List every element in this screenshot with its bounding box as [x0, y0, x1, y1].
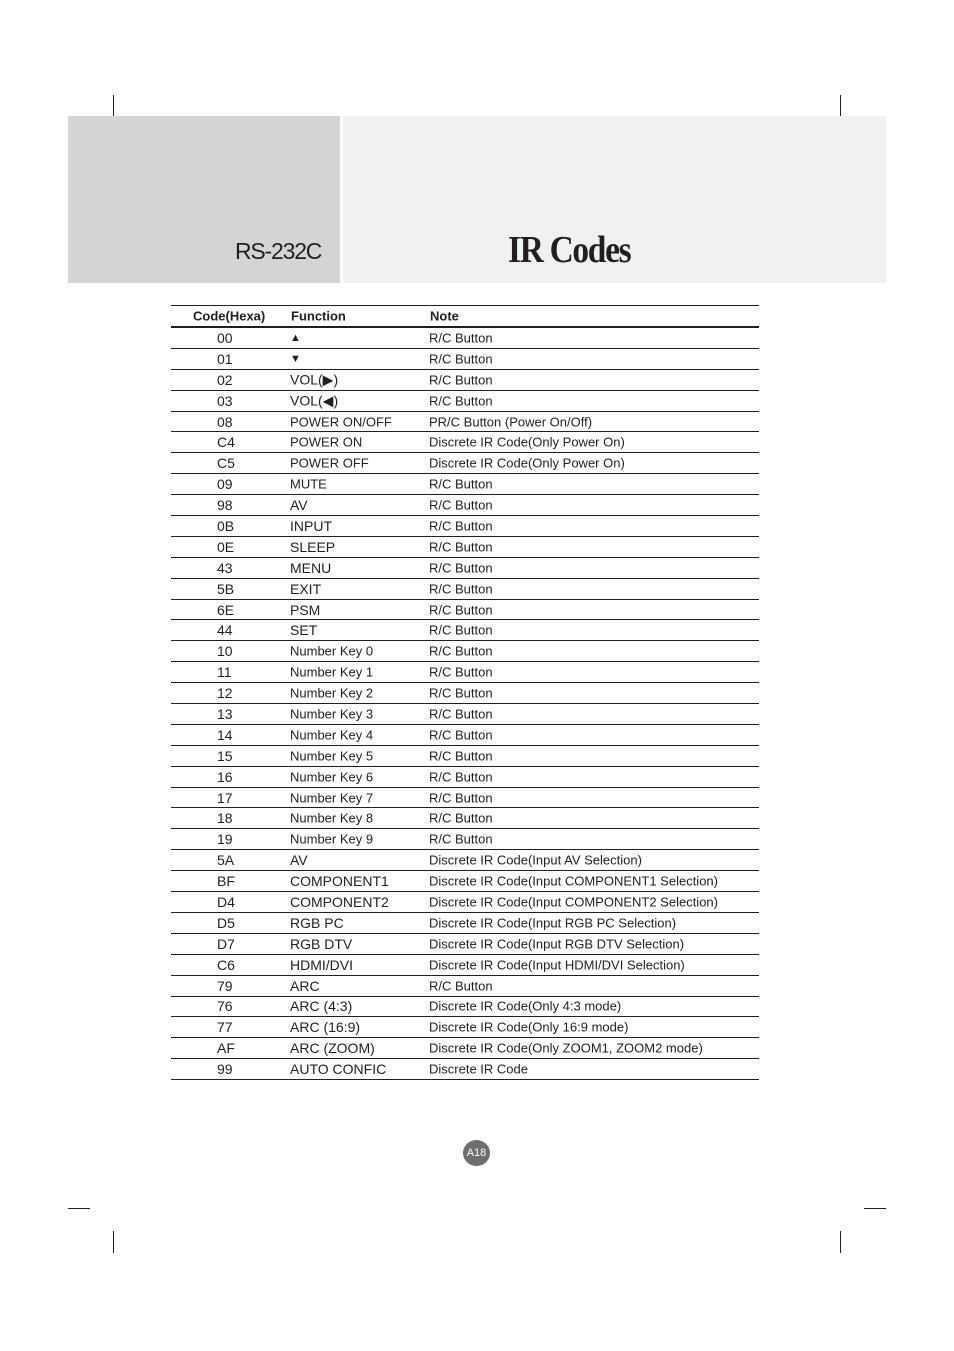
cell-code: C5: [217, 455, 235, 472]
table-row: [171, 579, 759, 600]
cell-code: D4: [217, 893, 235, 910]
cell-note: Discrete IR Code(Only Power On): [429, 455, 625, 471]
table-row: [171, 1038, 759, 1059]
cell-function: ARC (16:9): [290, 1019, 361, 1036]
cell-function: Number Key 2: [290, 685, 374, 701]
cell-function: Number Key 3: [290, 706, 374, 722]
cell-code: 16: [217, 768, 233, 785]
cell-code: C4: [217, 434, 235, 451]
cell-function: Number Key 6: [290, 769, 374, 785]
cell-code: 09: [217, 476, 233, 493]
cell-code: 00: [217, 329, 233, 346]
table-row: [171, 412, 759, 433]
table-row: [171, 432, 759, 453]
cell-function: VOL(◀): [290, 392, 339, 409]
cell-code: 79: [217, 977, 233, 994]
table-row: [171, 349, 759, 370]
table-row: [171, 829, 759, 850]
cell-code: 03: [217, 392, 233, 409]
cell-note: R/C Button: [429, 790, 493, 806]
ir-codes-table: [171, 305, 759, 1080]
cell-note: R/C Button: [429, 581, 493, 597]
cell-function: POWER OFF: [290, 455, 369, 471]
table-row: [171, 600, 759, 621]
crop-mark: [840, 95, 841, 117]
table-row: [171, 976, 759, 997]
cell-function: Number Key 7: [290, 790, 374, 806]
table-row: [171, 725, 759, 746]
table-row: [171, 495, 759, 516]
cell-function: ARC (4:3): [290, 998, 353, 1015]
table-row: [171, 934, 759, 955]
cell-note: R/C Button: [429, 560, 493, 576]
crop-mark: [113, 1231, 114, 1253]
cell-note: R/C Button: [429, 497, 493, 513]
table-row: [171, 955, 759, 976]
cell-code: 5A: [217, 852, 235, 869]
cell-code: D5: [217, 914, 235, 931]
cell-note: R/C Button: [429, 706, 493, 722]
cell-function: POWER ON/OFF: [290, 414, 392, 429]
cell-code: 15: [217, 747, 233, 764]
cell-code: 01: [217, 350, 233, 367]
cell-note: Discrete IR Code(Input RGB PC Selection): [429, 915, 677, 931]
section-label: RS-232C: [235, 238, 322, 264]
cell-function: Number Key 9: [290, 831, 374, 847]
cell-note: R/C Button: [429, 518, 493, 534]
cell-function: POWER ON: [290, 434, 363, 450]
cell-function: ▲: [290, 331, 301, 344]
cell-code: AF: [217, 1040, 235, 1057]
cell-function: MENU: [290, 559, 332, 576]
table-row: [171, 662, 759, 683]
cell-code: 17: [217, 789, 233, 806]
cell-note: R/C Button: [429, 476, 493, 492]
table-row: [171, 683, 759, 704]
crop-mark: [113, 95, 114, 117]
table-row: [171, 537, 759, 558]
cell-function: VOL(▶): [290, 371, 339, 388]
cell-note: PR/C Button (Power On/Off): [429, 414, 593, 429]
cell-code: 5B: [217, 580, 235, 597]
cell-note: Discrete IR Code(Input COMPONENT1 Selection): [429, 873, 718, 889]
cell-note: R/C Button: [429, 602, 493, 618]
table-row: [171, 620, 759, 641]
cell-note: R/C Button: [429, 643, 493, 659]
cell-note: Discrete IR Code(Only 4:3 mode): [429, 998, 622, 1014]
table-row: [171, 746, 759, 767]
cell-note: R/C Button: [429, 330, 493, 346]
cell-note: R/C Button: [429, 539, 493, 555]
cell-note: R/C Button: [429, 769, 493, 785]
cell-note: R/C Button: [429, 831, 493, 847]
cell-note: Discrete IR Code(Input HDMI/DVI Selection): [429, 957, 685, 973]
table-row: [171, 370, 759, 391]
cell-code: 13: [217, 705, 233, 722]
table-row: [171, 558, 759, 579]
cell-note: Discrete IR Code(Only 16:9 mode): [429, 1019, 629, 1035]
cell-code: 19: [217, 831, 233, 848]
cell-function: SLEEP: [290, 538, 336, 555]
cell-note: R/C Button: [429, 351, 493, 367]
cell-code: 98: [217, 497, 233, 514]
column-header-note: Note: [430, 308, 459, 324]
cell-code: 10: [217, 643, 233, 660]
cell-function: Number Key 1: [290, 664, 374, 680]
table-row: [171, 516, 759, 537]
table-row: [171, 391, 759, 412]
cell-note: Discrete IR Code(Input RGB DTV Selection): [429, 936, 685, 952]
table-row: [171, 1059, 759, 1080]
table-row: [171, 850, 759, 871]
table-row: [171, 474, 759, 495]
cell-note: R/C Button: [429, 810, 493, 826]
cell-function: MUTE: [290, 476, 327, 492]
cell-note: R/C Button: [429, 685, 493, 701]
cell-code: 08: [217, 413, 233, 430]
table-row: [171, 808, 759, 829]
table-row: [171, 767, 759, 788]
cell-function: ARC: [290, 977, 320, 994]
cell-function: Number Key 0: [290, 643, 374, 659]
cell-function: AV: [290, 497, 308, 514]
cell-function: ARC (ZOOM): [290, 1040, 375, 1057]
table-row: [171, 641, 759, 662]
page-title: IR Codes: [508, 229, 631, 271]
cell-code: 18: [217, 810, 233, 827]
cell-code: 0E: [217, 538, 235, 555]
cell-note: R/C Button: [429, 372, 493, 388]
cell-note: R/C Button: [429, 664, 493, 680]
table-row: [171, 328, 759, 349]
cell-function: RGB PC: [290, 914, 344, 931]
table-header: [171, 306, 759, 328]
cell-note: R/C Button: [429, 727, 493, 743]
cell-function: COMPONENT1: [290, 873, 389, 890]
column-header-function: Function: [291, 308, 346, 324]
cell-function: COMPONENT2: [290, 893, 389, 910]
table-row: [171, 788, 759, 809]
cell-code: 6E: [217, 601, 235, 618]
cell-function: INPUT: [290, 517, 332, 534]
cell-note: Discrete IR Code: [429, 1061, 528, 1077]
table-row: [171, 892, 759, 913]
table-row: [171, 704, 759, 725]
cell-code: BF: [217, 873, 235, 890]
cell-function: HDMI/DVI: [290, 956, 353, 973]
cell-code: 0B: [217, 517, 235, 534]
table-row: [171, 871, 759, 892]
cell-function: EXIT: [290, 580, 322, 597]
cell-function: Number Key 8: [290, 810, 374, 826]
cell-note: R/C Button: [429, 978, 493, 994]
cell-note: Discrete IR Code(Input AV Selection): [429, 852, 642, 868]
cell-code: D7: [217, 935, 235, 952]
cell-function: Number Key 5: [290, 748, 374, 764]
cell-function: PSM: [290, 601, 321, 618]
cell-note: Discrete IR Code(Only ZOOM1, ZOOM2 mode): [429, 1040, 703, 1056]
cell-function: ▼: [290, 352, 301, 365]
cell-code: 44: [217, 622, 233, 639]
crop-mark: [864, 1208, 886, 1209]
crop-mark: [840, 1231, 841, 1253]
cell-code: 14: [217, 726, 233, 743]
cell-note: R/C Button: [429, 748, 493, 764]
cell-code: 99: [217, 1061, 233, 1078]
page-number-badge: A18: [463, 1140, 490, 1166]
cell-code: C6: [217, 956, 235, 973]
cell-note: R/C Button: [429, 393, 493, 409]
cell-function: AUTO CONFIC: [290, 1061, 387, 1078]
cell-function: SET: [290, 622, 318, 639]
cell-code: 02: [217, 371, 233, 388]
cell-note: Discrete IR Code(Only Power On): [429, 434, 625, 450]
table-body: [171, 328, 759, 1080]
table-row: [171, 913, 759, 934]
cell-code: 12: [217, 685, 233, 702]
table-row: [171, 997, 759, 1018]
table-row: [171, 453, 759, 474]
cell-function: RGB DTV: [290, 935, 353, 952]
table-row: [171, 1017, 759, 1038]
cell-code: 76: [217, 998, 233, 1015]
crop-mark: [68, 1208, 90, 1209]
cell-note: R/C Button: [429, 622, 493, 638]
cell-code: 43: [217, 559, 233, 576]
cell-note: Discrete IR Code(Input COMPONENT2 Selection): [429, 894, 718, 910]
cell-code: 11: [217, 664, 232, 681]
cell-function: AV: [290, 852, 308, 869]
cell-code: 77: [217, 1019, 233, 1036]
cell-function: Number Key 4: [290, 727, 374, 743]
column-header-code: Code(Hexa): [193, 308, 266, 324]
